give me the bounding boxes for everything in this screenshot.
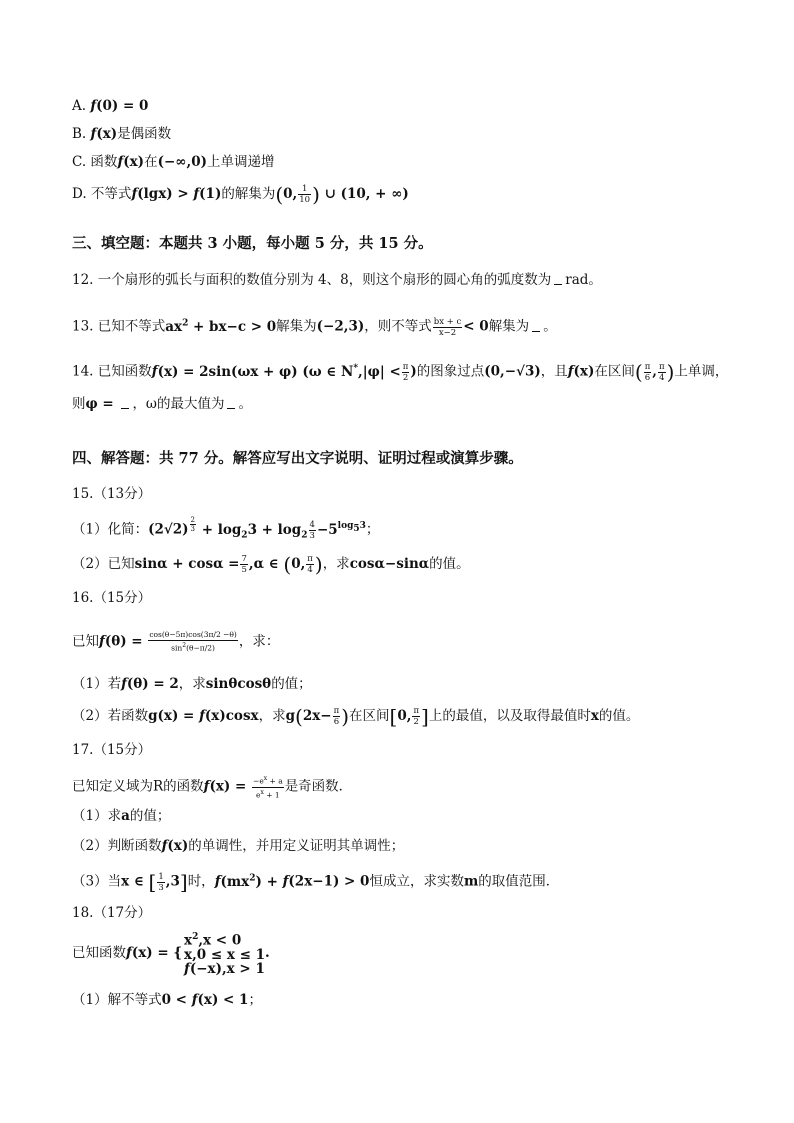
question-text: 已知函数 (72, 944, 126, 961)
math-fraction: $\frac{\pi}{4}$ (307, 554, 313, 575)
math: ( (295, 704, 303, 729)
math: ∪ (10, + ∞) (319, 186, 409, 202)
question-text: ，求： (238, 633, 280, 650)
math: cosα−sinα (349, 556, 430, 572)
question-text: ，求 (178, 676, 206, 692)
option-text: 在 (144, 154, 158, 170)
math: (2x−1) > 0 (288, 873, 370, 890)
question-text: （1）若 (72, 676, 122, 692)
answer-blank (554, 276, 562, 285)
option-label: B. (72, 126, 87, 142)
question-text: （1）化简： (72, 521, 149, 538)
math: f (126, 944, 132, 961)
math: (x) (96, 126, 118, 142)
question-text: 已知定义域为R的函数 (72, 778, 204, 795)
section-3-heading: 三、填空题：本题共 3 小题，每小题 5 分，共 15 分。 (72, 235, 433, 252)
answer-blank (227, 400, 235, 409)
q14-line1: 14. 已知函数f(x) = 2sin(ωx + φ) (ω ∈ N*,|φ| < $\frac{\pi}{2}$ )的图象过点(0,−√3)，且f(x)在区间( $\frac{\pi}{6}$ , $\frac{\pi}{4}$ )上单调， (72, 360, 729, 384)
math: 2x− (302, 708, 332, 724)
math: [ (389, 704, 398, 729)
math: ] (421, 704, 429, 729)
q15-title: 15.（13分） (72, 486, 152, 502)
question-text: 的值。 (429, 556, 470, 572)
question-text: （1）求 (72, 808, 122, 824)
math: sinα + cosα = (134, 556, 240, 572)
q11-option-a (72, 96, 148, 116)
section-4-heading: 四、解答题：共 77 分。解答应写出文字说明、证明过程或演算步骤。 (72, 450, 523, 467)
math: (x)cosx (204, 708, 259, 724)
math-fraction: 2 3 (190, 516, 195, 533)
math: f (203, 778, 210, 795)
math-fraction: $\frac{\pi}{4}$ (658, 361, 665, 383)
question-text: ，ω的最大值为 (132, 396, 225, 412)
q16-part2 (72, 706, 639, 727)
math-fraction: $\frac{\cos(\theta-5\pi)\cos(3\pi/2 -\theta)}{\sin^2(\theta-\pi/2)}$ (149, 630, 237, 653)
option-label: C. 函数 (72, 154, 118, 170)
q11-option-c (72, 152, 275, 172)
math-fraction: $\frac{-e^x + a}{e^x + 1}$ (253, 775, 283, 799)
q11-option-b (72, 124, 171, 144)
question-text: （3）当 (72, 873, 122, 890)
math: (−∞,0) (157, 154, 208, 170)
math: sinθcosθ (205, 676, 272, 692)
math: g(x) = (148, 708, 200, 724)
question-text: ，求 (322, 556, 350, 572)
math: $(mx^2)$ + (220, 873, 283, 890)
math-fraction: $\frac{7}{5}$ (241, 554, 247, 575)
question-text: 在区间 (349, 708, 390, 724)
math-fraction: $\frac{\pi}{6}$ (644, 361, 651, 383)
math: (x) < 1 (197, 992, 249, 1008)
math: ,α ∈ (248, 556, 284, 572)
q18-title: 18.（17分） (72, 905, 152, 921)
option-label: A. (72, 98, 87, 114)
question-text: （2）判断函数 (72, 838, 162, 854)
math: (θ) = 2 (126, 676, 179, 692)
math-fraction: $\frac{bx + c}{x-2}$ (433, 316, 462, 338)
question-text: ，且 (540, 363, 568, 380)
math: $ax^2 + bx-c > 0$ (165, 318, 277, 335)
math: f (99, 633, 105, 650)
math-fraction: $\frac{1}{10}$ (299, 184, 311, 205)
q12 (72, 270, 602, 290)
question-text: 解集为 (488, 318, 530, 335)
math-fraction: $\frac{\pi}{2}$ (413, 706, 420, 727)
question-text: 的单调性，并用定义证明其单调性； (188, 838, 405, 854)
math: f (121, 676, 127, 692)
math: f (214, 873, 221, 890)
q17-part2 (72, 836, 404, 856)
q13 (72, 313, 557, 338)
math: (θ) = (104, 633, 148, 650)
math: f (199, 708, 205, 724)
question-text: 的取值范围． (478, 873, 560, 890)
question-text: 则 (72, 396, 86, 412)
q17-intro (72, 774, 352, 800)
question-text: （1）解不等式 (72, 992, 162, 1008)
question-text: rad。 (565, 272, 602, 288)
math: (lgx) > (137, 186, 194, 202)
math: 0, (291, 556, 306, 572)
math: (x) = (209, 778, 252, 795)
q11-option-d (72, 184, 409, 205)
math: (x) (167, 838, 189, 854)
math: ) (312, 182, 320, 207)
math: m (463, 873, 479, 890)
math: (x) (123, 154, 145, 170)
question-text: ； (248, 992, 262, 1008)
math: f (161, 838, 168, 854)
question-text: 时， (187, 873, 215, 890)
question-text: 是奇函数． (284, 778, 353, 795)
piecewise-function (184, 930, 265, 976)
math: ( (275, 182, 284, 207)
math: f (117, 154, 124, 170)
q17-title: 17.（15分） (72, 742, 152, 758)
piece-3: f(−x),x > 1 (184, 960, 265, 977)
math: ) (314, 552, 323, 577)
question-text: 上的最值，以及取得最值时 (428, 708, 591, 724)
math: (0,−√3) (484, 363, 541, 380)
math: + $\log_23 + \log_2$ (197, 521, 308, 541)
math-fraction: $\frac{4}{3}$ (309, 519, 315, 541)
q14-line2 (72, 394, 252, 414)
math: 0 < (161, 992, 192, 1008)
math: (x) = 2sin(ωx + φ) (ω ∈ N*,|φ| < (157, 363, 401, 380)
q17-part3 (72, 868, 559, 893)
math: x ∈ (121, 873, 149, 890)
math: (1) (199, 186, 222, 202)
math: f (90, 126, 97, 142)
piece-1: $x^2,x < 0$ (184, 932, 242, 949)
math: f (282, 873, 289, 890)
math: f (191, 992, 198, 1008)
piece-2: x,0 ≤ x ≤ 1 (184, 946, 266, 963)
question-text: ； (365, 521, 380, 538)
math: 0, (397, 708, 412, 724)
q15-part1 (72, 516, 379, 545)
option-text: 的解集为 (221, 186, 276, 202)
math: x (590, 708, 599, 724)
math: $-5^{log_53}$ (316, 521, 366, 538)
q16-title: 16.（15分） (72, 590, 152, 606)
math: [ (148, 870, 157, 894)
math: 0, (283, 186, 298, 202)
math: f (151, 363, 158, 380)
question-text: 已知 (72, 633, 99, 650)
answer-blank (121, 400, 129, 409)
math: ( (634, 360, 643, 384)
question-text: （2）若函数 (72, 708, 149, 724)
q17-part1 (72, 806, 170, 826)
q18-part1 (72, 990, 262, 1010)
question-text: 的值。 (598, 708, 640, 724)
q16-part1 (72, 674, 312, 694)
math: ) (410, 363, 417, 380)
option-text: 上单调递增 (207, 154, 275, 170)
q15-part2 (72, 554, 470, 575)
math: ] (179, 870, 188, 894)
math: (x) (573, 363, 595, 380)
math: f (131, 186, 138, 202)
question-text: ，则不等式 (364, 318, 432, 335)
math: (0) = 0 (96, 98, 149, 114)
question-text: 上单调， (674, 363, 729, 380)
math-fraction: $\frac{\pi}{6}$ (333, 706, 340, 727)
math: ,3 (165, 873, 180, 890)
math: φ = (85, 396, 119, 412)
question-text: 。 (543, 318, 557, 335)
question-text: 的值； (129, 808, 171, 824)
math: ) (341, 704, 350, 729)
question-text: 在区间 (594, 363, 635, 380)
question-text: （2）已知 (72, 556, 135, 572)
option-text: 是偶函数 (117, 126, 172, 142)
option-label: D. 不等式 (72, 186, 132, 202)
math-fraction: $\frac{\pi}{2}$ (402, 361, 409, 383)
question-text: 13. 已知不等式 (72, 318, 166, 335)
question-text: ，求 (258, 708, 286, 724)
question-text: 解集为 (276, 318, 317, 335)
math: (x) = { (131, 944, 183, 961)
math: f (90, 98, 97, 114)
q16-intro (72, 630, 279, 654)
math: f (193, 186, 200, 202)
math: (2√2) (148, 521, 189, 538)
question-text: 。 (238, 396, 252, 412)
math: a (121, 808, 130, 824)
question-text: 14. 已知函数 (72, 363, 152, 380)
math: ) (666, 360, 675, 384)
answer-blank (532, 323, 540, 332)
math-fraction: $\frac{1}{3}$ (158, 871, 164, 893)
math: < 0 (463, 318, 489, 335)
math: g (285, 708, 296, 724)
question-text: 恒成立，求实数 (369, 873, 464, 890)
question-text: . (265, 944, 270, 961)
math: (−2,3) (316, 318, 365, 335)
question-text: 的值； (271, 676, 312, 692)
q18-intro (72, 930, 270, 976)
math: ( (283, 552, 292, 577)
math: f (567, 363, 574, 380)
question-text: 的图象过点 (416, 363, 485, 380)
question-text: 12. 一个扇形的弧长与面积的数值分别为 4、8，则这个扇形的圆心角的弧度数为 (72, 272, 552, 288)
